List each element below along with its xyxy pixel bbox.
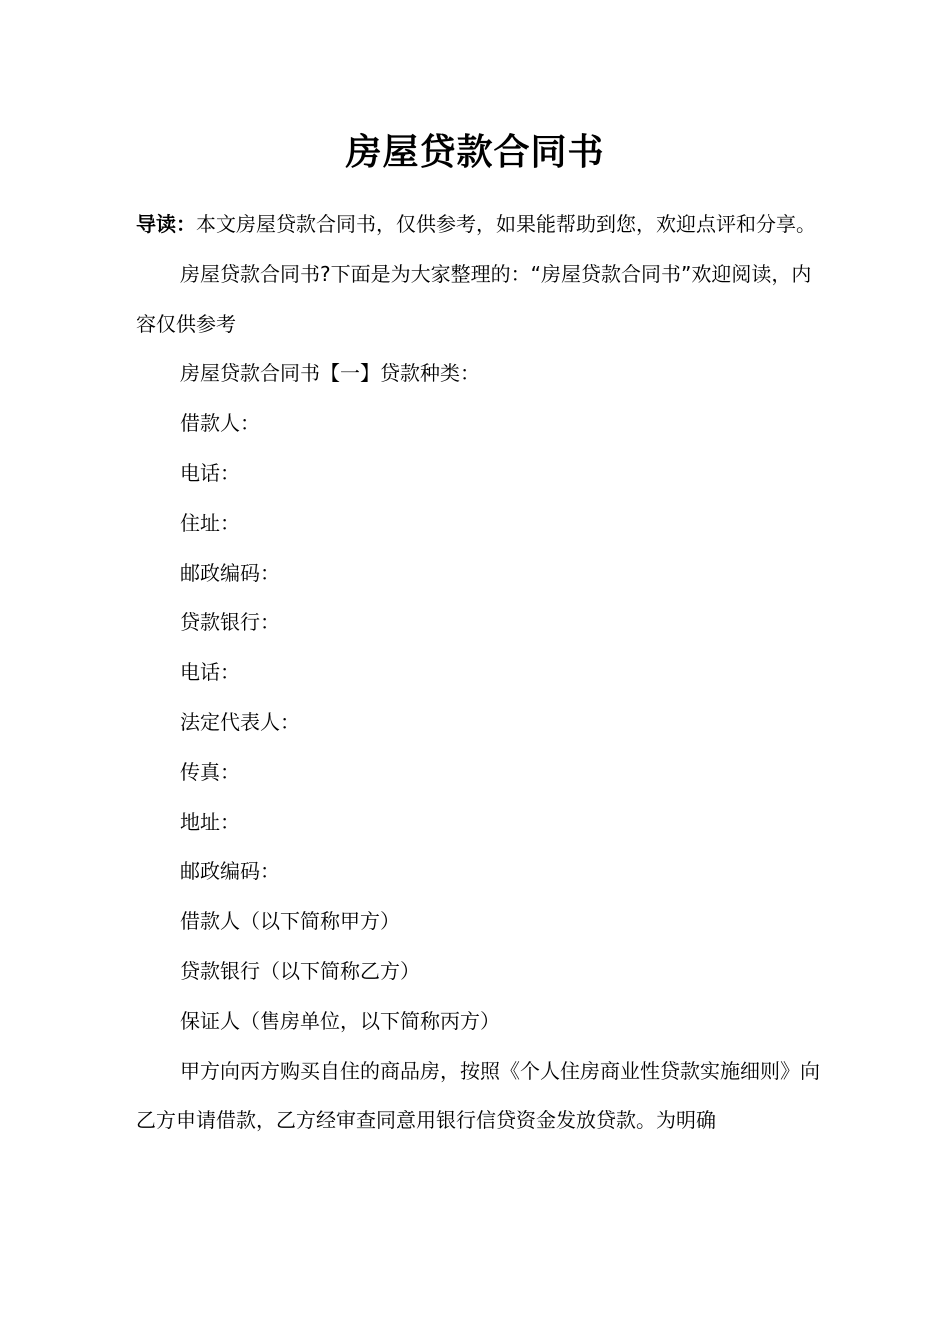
intro-label: 导读： [136, 212, 196, 236]
field-fax: 传真： [180, 759, 240, 784]
field-residence: 住址： [180, 510, 240, 535]
document-title: 房屋贷款合同书 [345, 132, 605, 174]
field-lending-bank: 贷款银行： [180, 610, 280, 635]
field-legal-representative: 法定代表人： [180, 709, 300, 734]
intro-text: 本文房屋贷款合同书，仅供参考，如果能帮助到您，欢迎点评和分享。 [196, 212, 816, 236]
field-bank-postcode: 邮政编码： [180, 859, 280, 884]
field-bank-phone: 电话： [180, 660, 240, 685]
field-borrower-postcode: 邮政编码： [180, 560, 280, 585]
party-b-definition: 贷款银行（以下简称乙方） [180, 958, 420, 983]
paragraph-purchase-clause: 甲方向丙方购买自住的商品房，按照《个人住房商业性贷款实施细则》向乙方申请借款，乙方经审查同意用银行信贷资金发放贷款。为明确 [136, 1058, 820, 1133]
field-borrower-phone: 电话： [180, 460, 240, 485]
document-body [136, 200, 826, 1146]
field-borrower: 借款人： [180, 411, 260, 436]
paragraph-preface: 房屋贷款合同书?下面是为大家整理的：“房屋贷款合同书”欢迎阅读，内容仅供参考 [136, 261, 812, 336]
party-c-definition: 保证人（售房单位，以下简称丙方） [180, 1008, 500, 1033]
party-a-definition: 借款人（以下简称甲方） [180, 909, 400, 934]
intro-paragraph [136, 200, 826, 250]
field-address: 地址： [180, 809, 240, 834]
paragraph-loan-type: 房屋贷款合同书【一】贷款种类： [180, 361, 480, 386]
